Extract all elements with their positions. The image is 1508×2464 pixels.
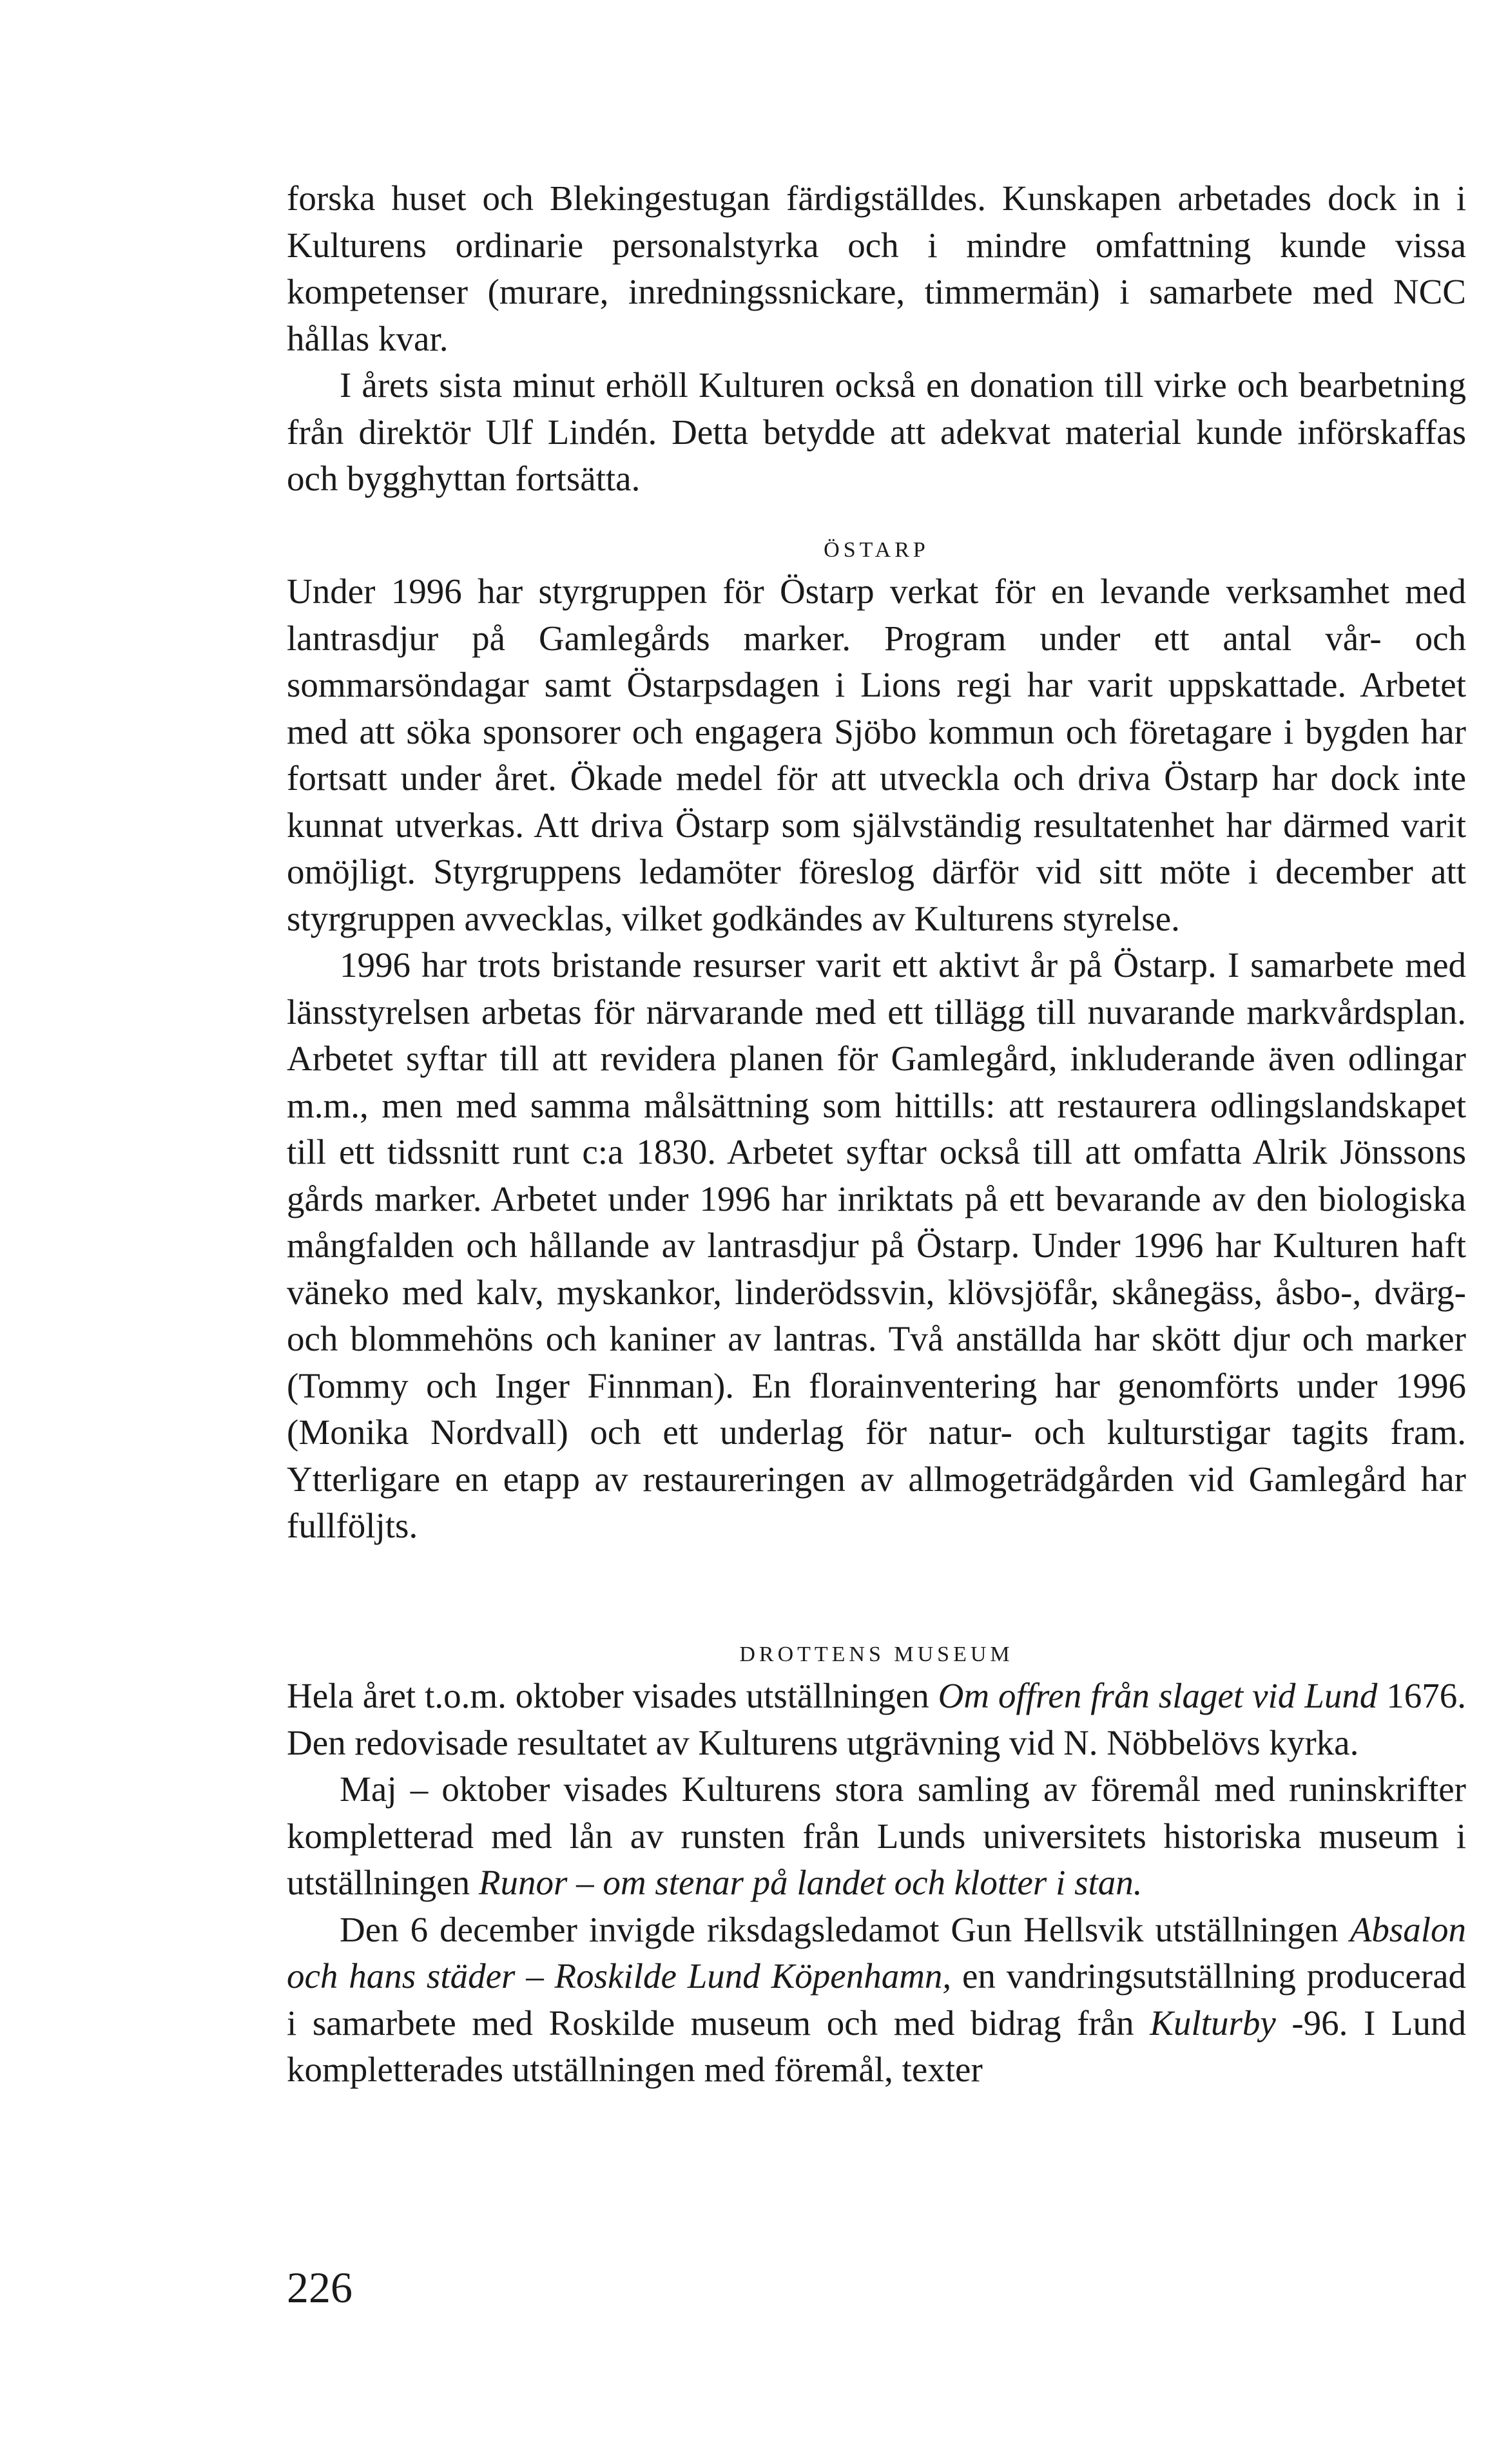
page-number: 226 — [287, 2263, 353, 2312]
drottens-paragraph-1 — [287, 1673, 1466, 1766]
drottens-museum-heading: DROTTENS MUSEUM — [739, 1642, 1014, 1666]
exhibition-title-absalon: Absalon och hans städer – Roskilde Lund Köpenhamn, — [287, 1909, 1466, 1996]
drottens-p1-text-b: 1676. Den redovisade resultatet av Kulturens utgrävning vid N. Nöbbelövs kyrka. — [287, 1676, 1467, 1762]
drottens-p3-text-c: -96. I Lund kompletterades utställningen med föremål, texter — [287, 2003, 1466, 2089]
intro-paragraph-1: forska huset och Blekingestugan färdigställdes. Kunskapen arbetades dock in i Kulturens ordinarie personalstyrka och i mindre omfattning kunde vissa kompetenser (murare, inredningssnickare, timmermän) i samarbete med NCC hållas kvar. — [287, 178, 1466, 358]
drottens-p3-text-b: en vandringsutställning producerad i samarbete med Roskilde museum och med bidrag från — [287, 1956, 1466, 2043]
exhibition-title-runor: Runor – om stenar på landet och klotter i stan. — [478, 1863, 1143, 1902]
exhibition-title-om-offren: Om offren från slaget vid Lund — [938, 1676, 1378, 1715]
drottens-section — [287, 1673, 1466, 2093]
intro-paragraph-2: I årets sista minut erhöll Kulturen också en donation till virke och bearbetning från direktör Ulf Lindén. Detta betydde att adekvat material kunde införskaffas och bygghyttan fortsätta. — [287, 365, 1466, 498]
ostarp-paragraph-2: 1996 har trots bristande resurser varit ett aktivt år på Östarp. I samarbete med länsstyrelsen arbetas för närvarande med ett tillägg till nuvarande markvårdsplan. Arbetet syftar till att revidera planen för Gamlegård, inkluderande även odlingar m.m., men med samma målsättning som hittills: att restaurera odlingslandskapet till ett tidssnitt runt c:a 1830. Arbetet syftar också till att omfatta Alrik Jönssons gårds marker. Arbetet under 1996 har inriktats på ett bevarande av den biologiska mångfalden och hållande av lantrasdjur på Östarp. Under 1996 har Kulturen haft väneko med kalv, myskankor, linderödssvin, klövsjöfår, skånegäss, åsbo-, dvärg- och blommehöns och kaniner av lantras. Två anställda har skött djur och marker (Tommy och Inger Finnman). En florainventering har genomförts under 1996 (Monika Nordvall) och ett underlag för natur- och kulturstigar tagits fram. Ytterligare en etapp av restaureringen av allmogeträdgården vid Gamlegård har fullföljts. — [287, 945, 1466, 1545]
drottens-paragraph-3 — [287, 1907, 1466, 2093]
drottens-p3-text-a: Den 6 december invigde riksdagsledamot Gun Hellsvik utställningen — [340, 1909, 1350, 1949]
ostarp-paragraph-1: Under 1996 har styrgruppen för Östarp verkat för en levande verksamhet med lantrasdjur på Gamlegårds marker. Program under ett antal vår- och sommarsöndagar samt Östarpsdagen i Lions regi har varit uppskattade. Arbetet med att söka sponsorer och engagera Sjöbo kommun och företagare i bygden har fortsatt under året. Ökade medel för att utveckla och driva Östarp har dock inte kunnat utverkas. Att driva Östarp som självständig resultatenhet har därmed varit omöjligt. Styrgruppens ledamöter föreslog därför vid sitt möte i december att styrgruppen avvecklas, vilket godkändes av Kulturens styrelse. — [287, 572, 1466, 938]
ostarp-section — [287, 568, 1466, 1550]
kulturby-name: Kulturby — [1150, 2003, 1276, 2043]
ostarp-heading: ÖSTARP — [824, 538, 929, 562]
drottens-paragraph-2 — [287, 1766, 1466, 1907]
drottens-p2-text-a: Maj – oktober visades Kulturens stora samling av föremål med runinskrifter kompletterad med lån av runsten från Lunds universitets historiska museum i utställningen — [287, 1769, 1466, 1902]
intro-section — [287, 175, 1466, 503]
drottens-p1-text-a: Hela året t.o.m. oktober visades utställningen — [287, 1676, 938, 1715]
